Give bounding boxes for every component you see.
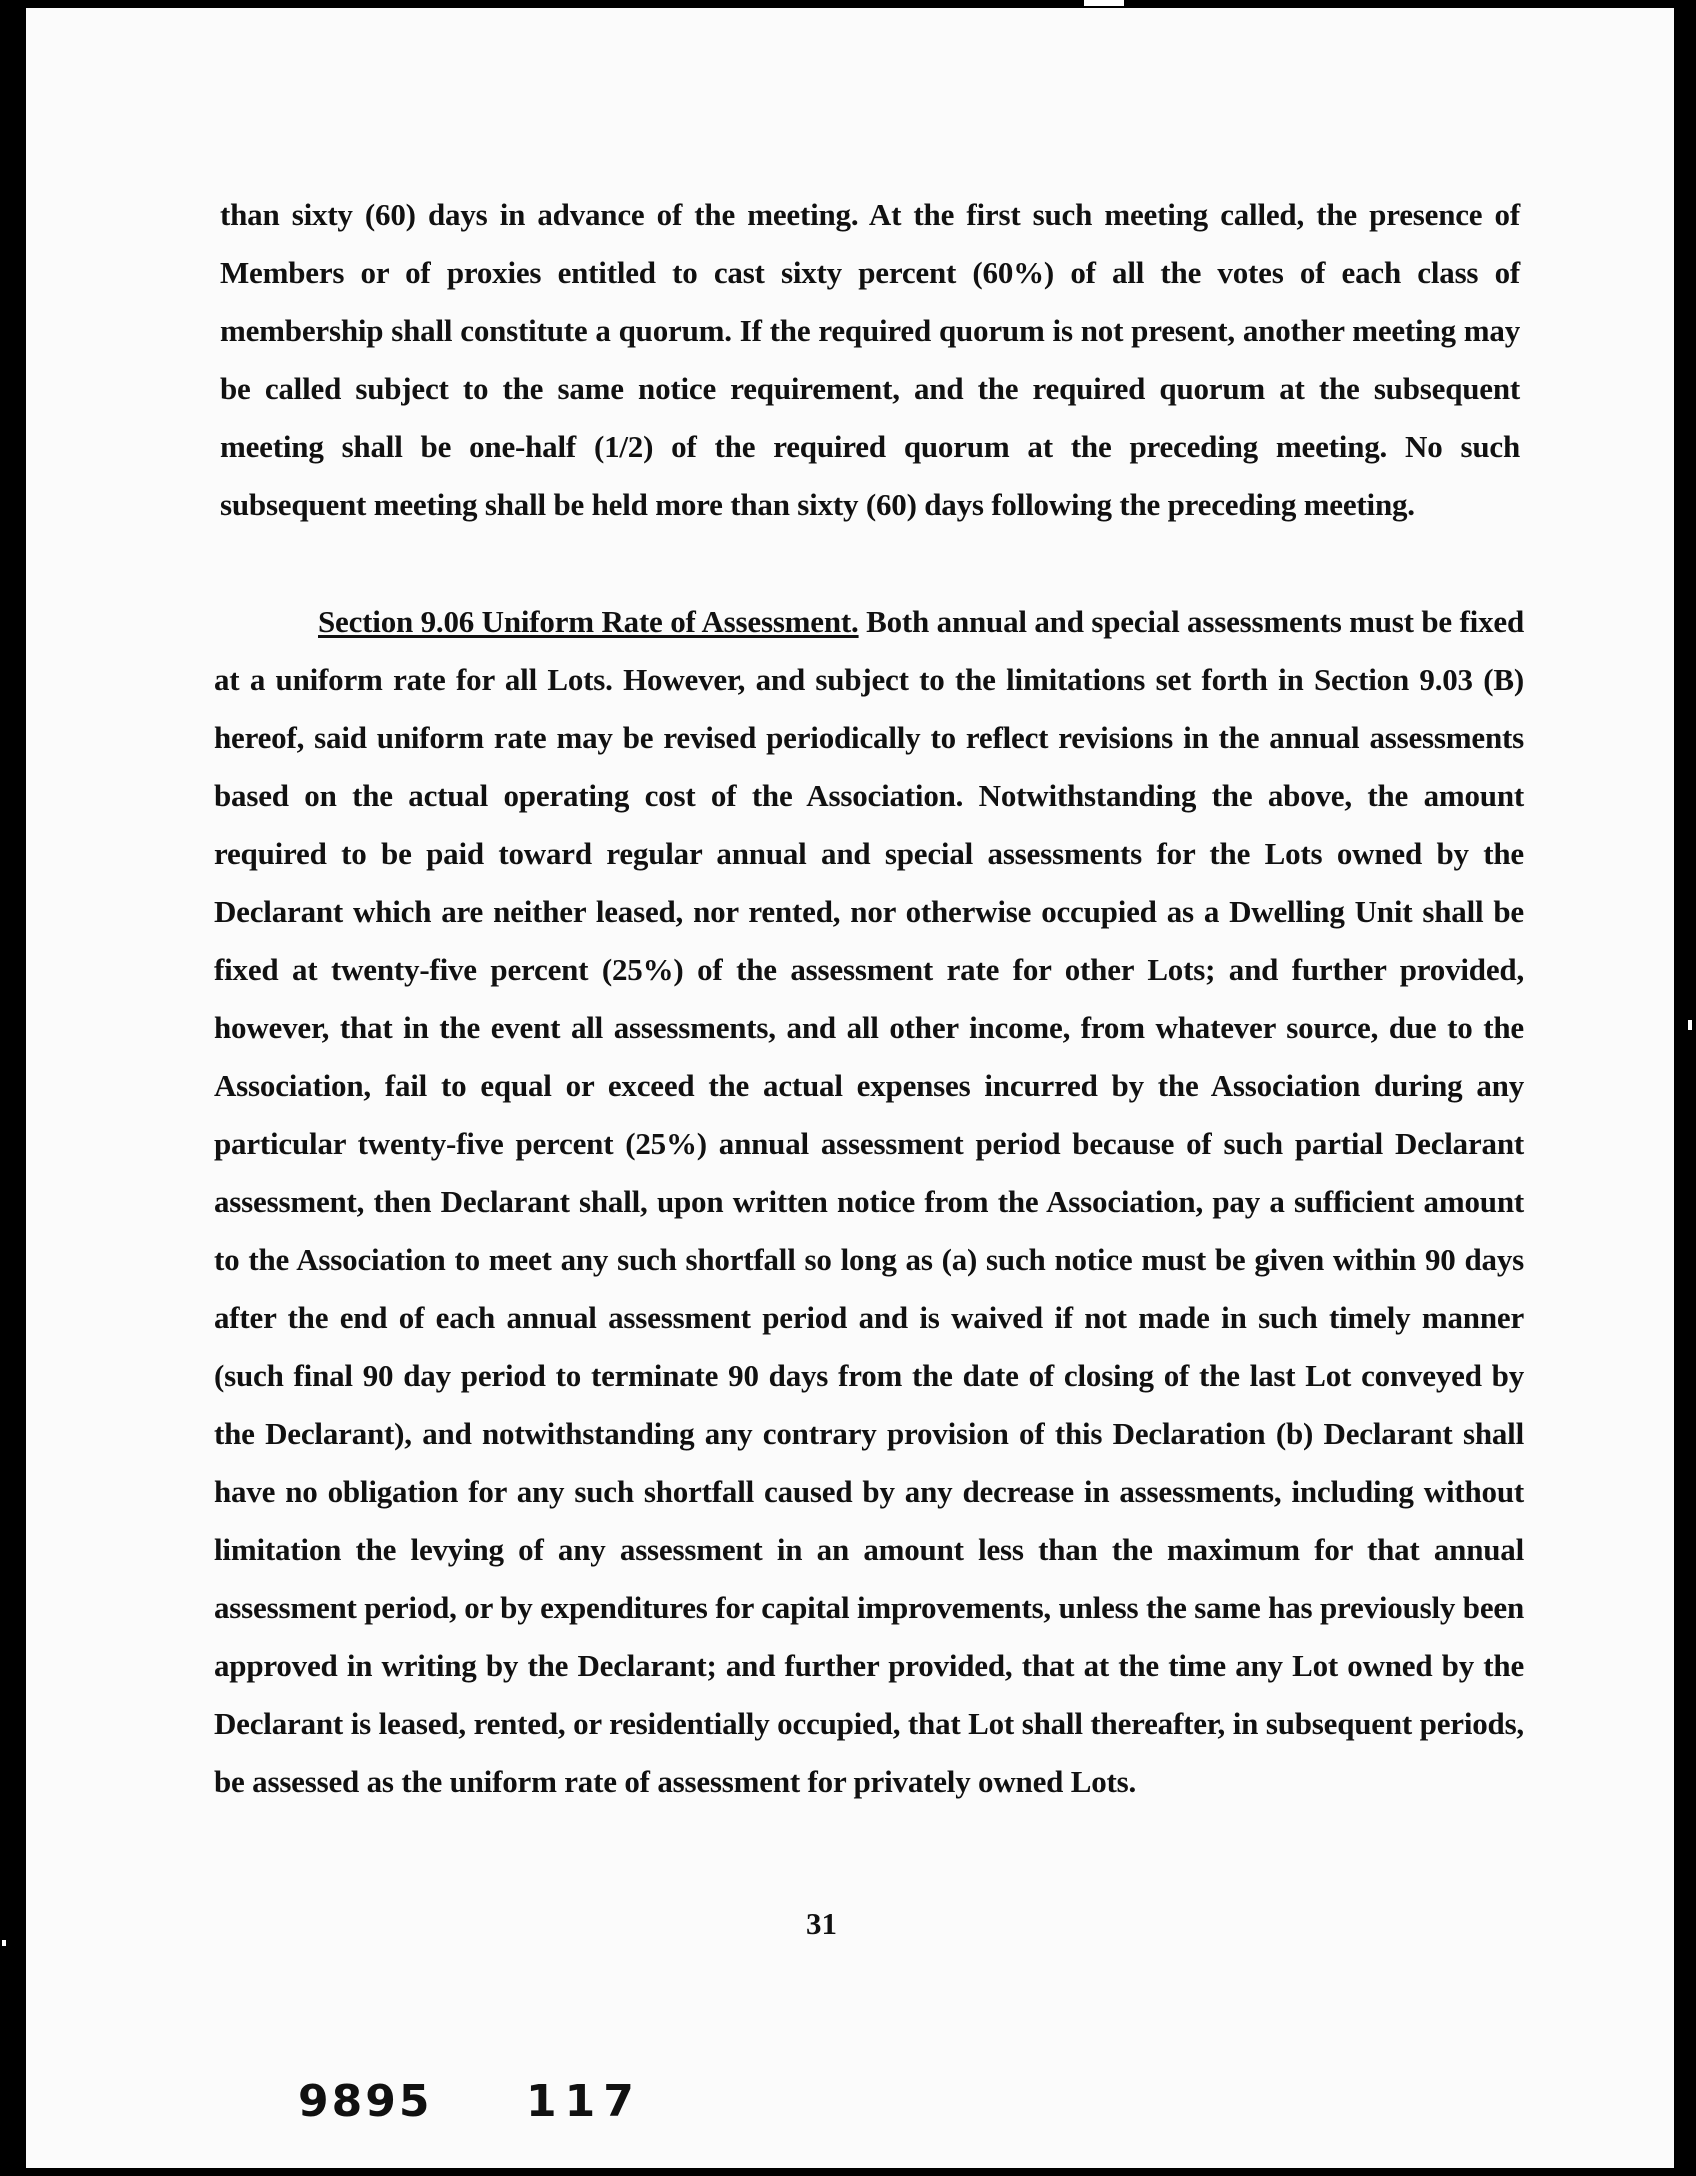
scan-speck xyxy=(1688,1020,1692,1030)
paragraph-section-9-06 xyxy=(214,593,1524,1811)
page-number: 31 xyxy=(806,1906,837,1941)
paragraph-quorum: than sixty (60) days in advance of the meeting. At the first such meeting called, the presence of Members or of proxies entitled to cast sixty percent (60%) of all the votes of each class of membership shall constitute a quorum. If the required quorum is not present, another meeting may be called subject to the same notice requirement, and the required quorum at the subsequent meeting shall be one-half (1/2) of the required quorum at the preceding meeting. No such subsequent meeting shall be held more than sixty (60) days following the preceding meeting. xyxy=(220,197,1520,522)
section-heading: Section 9.06 Uniform Rate of Assessment. xyxy=(318,604,859,639)
scan-speck xyxy=(1084,0,1124,6)
section-body: Both annual and special assessments must be fixed at a uniform rate for all Lots. However, and subject to the limitations set forth in Section 9.03 (B) hereof, said uniform rate may be revised periodically to reflect revisions in the annual assessments based on the actual operating cost of the Association. Notwithstanding the above, the amount required to be paid toward regular annual and special assessments for the Lots owned by the Declarant which are neither leased, nor rented, nor otherwise occupied as a Dwelling Unit shall be fixed at twenty-five percent (25%) of the assessment rate for other Lots; and further provided, however, that in the event all assessments, and all other income, from whatever source, due to the Association, fail to equal or exceed the actual expenses incurred by the Association during any particular twenty-five percent (25%) annual assessment period because of such partial Declarant assessment, then Declarant shall, upon written notice from the Association, pay a sufficient amount to the Association to meet any such shortfall so long as (a) such notice must be given within 90 days after the end of each annual assessment period and is waived if not made in such timely manner (such final 90 day period to terminate 90 days from the date of closing of the last Lot conveyed by the Declarant), and notwithstanding any contrary provision of this Declaration (b) Declarant shall have no obligation for any such shortfall caused by any decrease in assessments, including without limitation the levying of any assessment in an amount less than the maximum for that annual assessment period, or by expenditures for capital improvements, unless the same has previously been approved in writing by the Declarant; and further provided, that at the time any Lot owned by the Declarant is leased, rented, or residentially occupied, that Lot shall thereafter, in subsequent periods, be assessed as the uniform rate of assessment for privately owned Lots. xyxy=(214,604,1524,1799)
recording-stamp-book: 9895 xyxy=(298,2076,433,2127)
document-page xyxy=(26,8,1674,2168)
scan-speck xyxy=(2,1940,6,1946)
recording-stamp-page: 117 xyxy=(526,2076,642,2127)
